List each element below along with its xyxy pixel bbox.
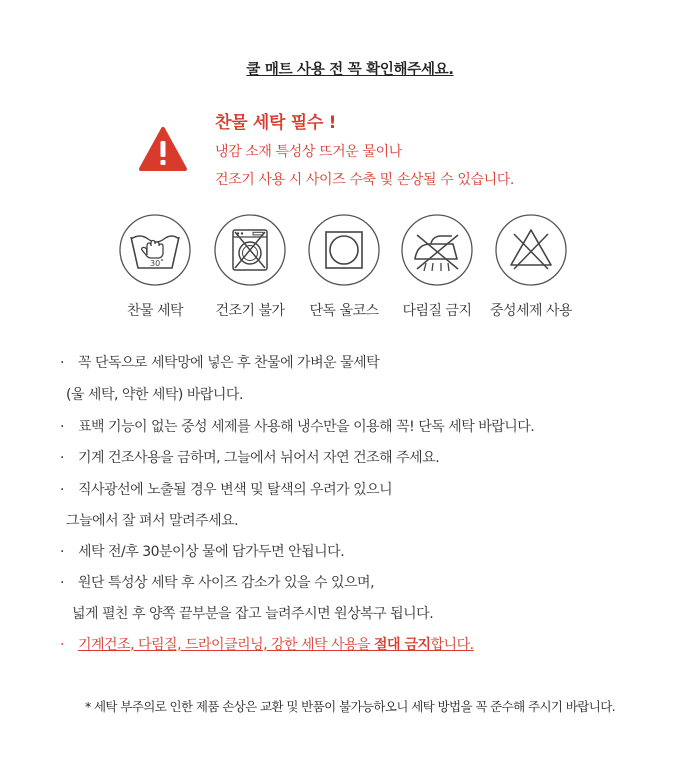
list-item-continuation: 그늘에서 잘 펴서 말려주세요. — [66, 513, 239, 529]
no-bleach-icon — [494, 213, 568, 287]
page-title: 쿨 매트 사용 전 꼭 확인해주세요. — [246, 62, 454, 78]
list-item: · 꼭 단독으로 세탁망에 넣은 후 찬물에 가벼운 물세탁 — [60, 355, 380, 371]
footnote: * 세탁 부주의로 인한 제품 손상은 교환 및 반품이 불가능하오니 세탁 방법을 꼭 준수해 주시기 바랍니다. — [84, 699, 616, 714]
hand-wash-icon — [118, 213, 192, 287]
list-item-prohibited: · 기계건조, 다림질, 드라이클리닝, 강한 세탁 사용을 절대 금지합니다. — [60, 637, 474, 653]
tumble-dry-circle-icon — [307, 213, 381, 287]
wash-temp-label: 30˚ — [150, 259, 165, 268]
no-iron-icon — [400, 213, 474, 287]
no-tumble-dry-icon — [213, 213, 287, 287]
warning-heading: 찬물 세탁 필수 ! — [215, 113, 337, 133]
list-item: · 원단 특성상 세탁 후 사이즈 감소가 있을 수 있으며, — [60, 575, 375, 591]
list-item: · 표백 기능이 없는 중성 세제를 사용해 냉수만을 이용해 꼭! 단독 세탁 바랍니다. — [60, 419, 535, 435]
list-item: · 세탁 전/후 30분이상 물에 담가두면 안됩니다. — [60, 544, 345, 560]
list-item-continuation: 넓게 펼친 후 양쪽 끝부분을 잡고 늘려주시면 원상복구 됩니다. — [72, 606, 434, 622]
list-item-continuation: (울 세탁, 약한 세탁) 바랍니다. — [66, 387, 243, 403]
care-label-neutral-detergent: 중성세제 사용 — [489, 303, 573, 319]
warning-line-2: 건조기 사용 시 사이즈 수축 및 손상될 수 있습니다. — [215, 172, 514, 188]
list-item: · 직사광선에 노출될 경우 변색 및 탈색의 우려가 있으니 — [60, 482, 393, 498]
warning-triangle-icon — [138, 126, 188, 172]
warning-line-1: 냉감 소재 특성상 뜨거운 물이나 — [215, 144, 402, 160]
list-item: · 기계 건조사용을 금하며, 그늘에서 뉘어서 자연 건조해 주세요. — [60, 450, 440, 466]
care-label-no-tumble-dry: 건조기 불가 — [215, 303, 285, 319]
care-label-no-iron: 다림질 금지 — [402, 303, 472, 319]
care-label-wool-course: 단독 울코스 — [309, 303, 379, 319]
care-label-hand-wash: 찬물 세탁 — [126, 303, 184, 319]
